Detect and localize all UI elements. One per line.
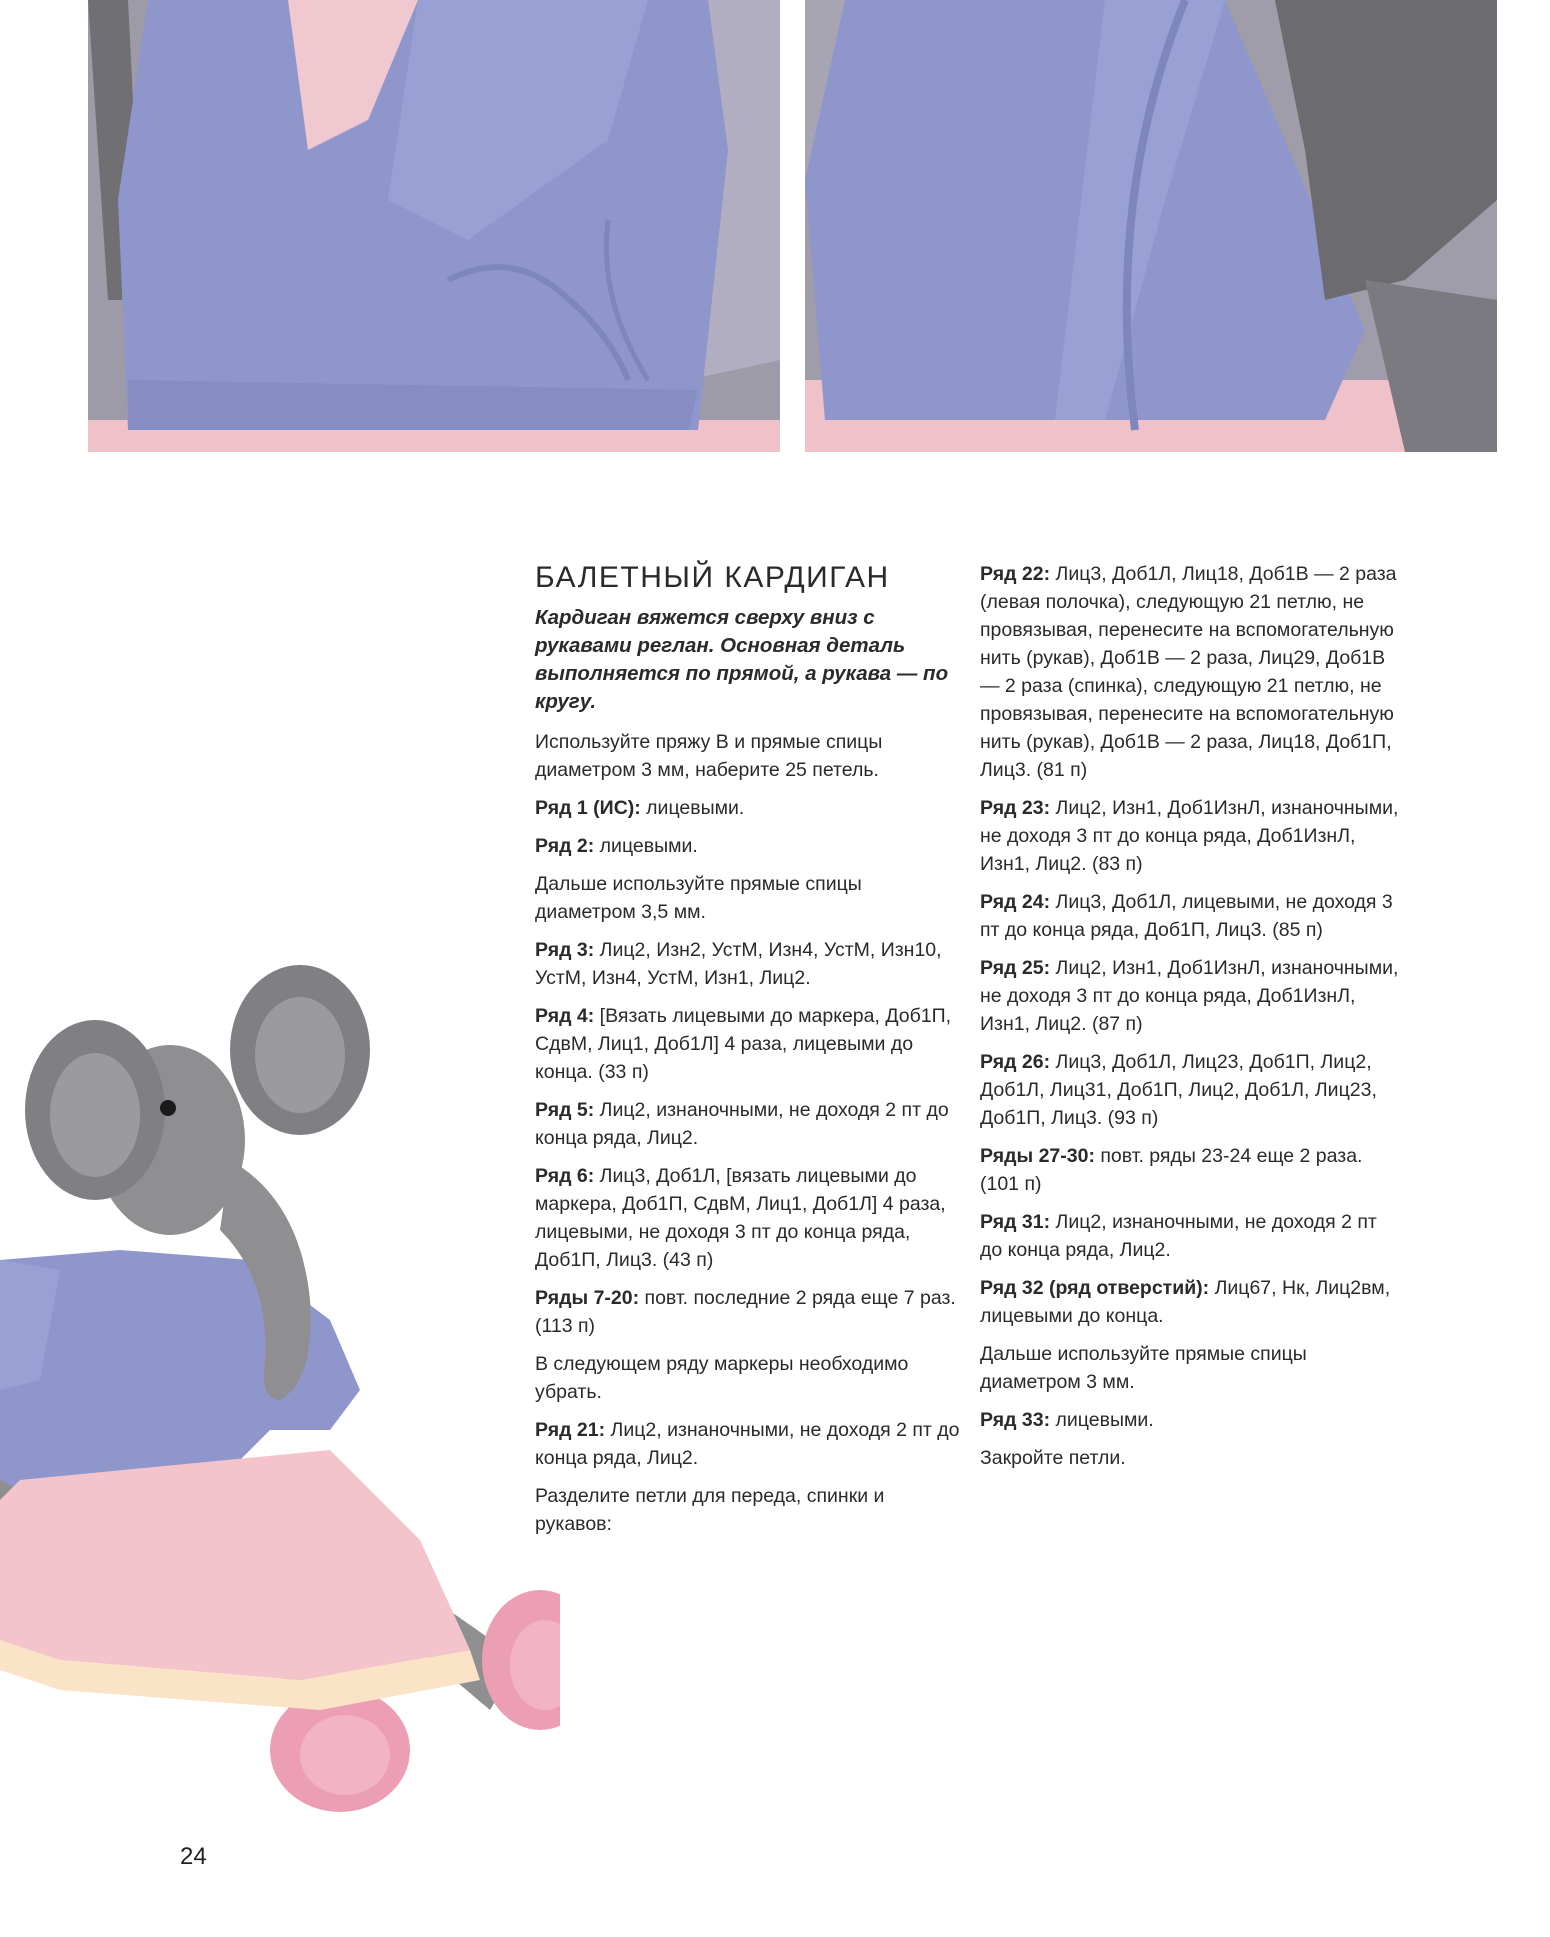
instruction-row: Ряд 2: лицевыми. xyxy=(535,835,698,857)
instruction-row: Ряд 24: Лиц3, Доб1Л, лицевыми, не доходя 3 пт до конца ряда, Доб1П, Лиц3. (85 п) xyxy=(980,891,1393,941)
instruction-row: Ряд 4: [Вязать лицевыми до маркера, Доб1П, СдвМ, Лиц1, Доб1Л] 4 раза, лицевыми до конца. (33 п) xyxy=(535,1005,952,1083)
instructions-right-column xyxy=(980,560,1400,1482)
instruction-row: Ряд 22: Лиц3, Доб1Л, Лиц18, Доб1В — 2 раза (левая полочка), следующую 21 петлю, не провязывая, перенесите на вспомогательную нить (рукав), Доб1В — 2 раза, Лиц29, Доб1В — 2 раза (спинка), следующую 21 петлю, не провязывая, перенесите на вспомогательную нить (рукав), Доб1В — 2 раза, Лиц18, Доб1П, Лиц3. (81 п) xyxy=(980,563,1397,781)
instruction-paragraph: Дальше используйте прямые спицы диаметром 3 мм. xyxy=(980,1343,1307,1393)
page-number: 24 xyxy=(180,1843,207,1870)
instruction-row: Ряд 33: лицевыми. xyxy=(980,1409,1154,1431)
instruction-row: Ряды 7-20: повт. последние 2 ряда еще 7 раз. (113 п) xyxy=(535,1287,956,1337)
instruction-row: Ряд 23: Лиц2, Изн1, Доб1ИзнЛ, изнаночными, не доходя 3 пт до конца ряда, Доб1ИзнЛ, Изн1, Лиц2. (83 п) xyxy=(980,797,1399,875)
section-intro: Кардиган вяжется сверху вниз с рукавами реглан. Основная деталь выполняется по прямой, а рукава — по кругу. xyxy=(535,606,949,713)
instruction-paragraph: В следующем ряду маркеры необходимо убрать. xyxy=(535,1353,909,1403)
instruction-row: Ряд 6: Лиц3, Доб1Л, [вязать лицевыми до маркера, Доб1П, СдвМ, Лиц1, Доб1Л] 4 раза, лицевыми, не доходя 3 пт до конца ряда, Доб1П, Лиц3. (43 п) xyxy=(535,1165,946,1271)
instruction-row: Ряд 21: Лиц2, изнаночными, не доходя 2 пт до конца ряда, Лиц2. xyxy=(535,1419,960,1469)
instruction-paragraph: Закройте петли. xyxy=(980,1447,1126,1469)
instruction-row: Ряд 26: Лиц3, Доб1Л, Лиц23, Доб1П, Лиц2, Доб1Л, Лиц31, Доб1П, Лиц2, Доб1Л, Лиц23, Доб1П, Лиц3. (93 п) xyxy=(980,1051,1377,1129)
section-title: БАЛЕТНЫЙ КАРДИГАН xyxy=(535,561,890,594)
instruction-row: Ряд 25: Лиц2, Изн1, Доб1ИзнЛ, изнаночными, не доходя 3 пт до конца ряда, Доб1ИзнЛ, Изн1, Лиц2. (87 п) xyxy=(980,957,1399,1035)
instruction-paragraph: Дальше используйте прямые спицы диаметром 3,5 мм. xyxy=(535,873,862,923)
instruction-row: Ряды 27-30: повт. ряды 23-24 еще 2 раза. (101 п) xyxy=(980,1145,1363,1195)
instruction-paragraph: Используйте пряжу B и прямые спицы диаметром 3 мм, наберите 25 петель. xyxy=(535,731,883,781)
instructions-left-column xyxy=(535,560,965,1548)
instruction-row: Ряд 31: Лиц2, изнаночными, не доходя 2 пт до конца ряда, Лиц2. xyxy=(980,1211,1377,1261)
cardigan-side-closeup-photo xyxy=(805,0,1497,452)
cardigan-front-closeup-photo xyxy=(88,0,780,452)
instruction-row: Ряд 32 (ряд отверстий): Лиц67, Нк, Лиц2вм, лицевыми до конца. xyxy=(980,1277,1391,1327)
instruction-paragraph: Разделите петли для переда, спинки и рукавов: xyxy=(535,1485,885,1535)
instruction-row: Ряд 5: Лиц2, изнаночными, не доходя 2 пт до конца ряда, Лиц2. xyxy=(535,1099,949,1149)
elephant-toy-photo xyxy=(0,960,560,1820)
instruction-row: Ряд 3: Лиц2, Изн2, УстМ, Изн4, УстМ, Изн10, УстМ, Изн4, УстМ, Изн1, Лиц2. xyxy=(535,939,942,989)
instruction-row: Ряд 1 (ИС): лицевыми. xyxy=(535,797,745,819)
